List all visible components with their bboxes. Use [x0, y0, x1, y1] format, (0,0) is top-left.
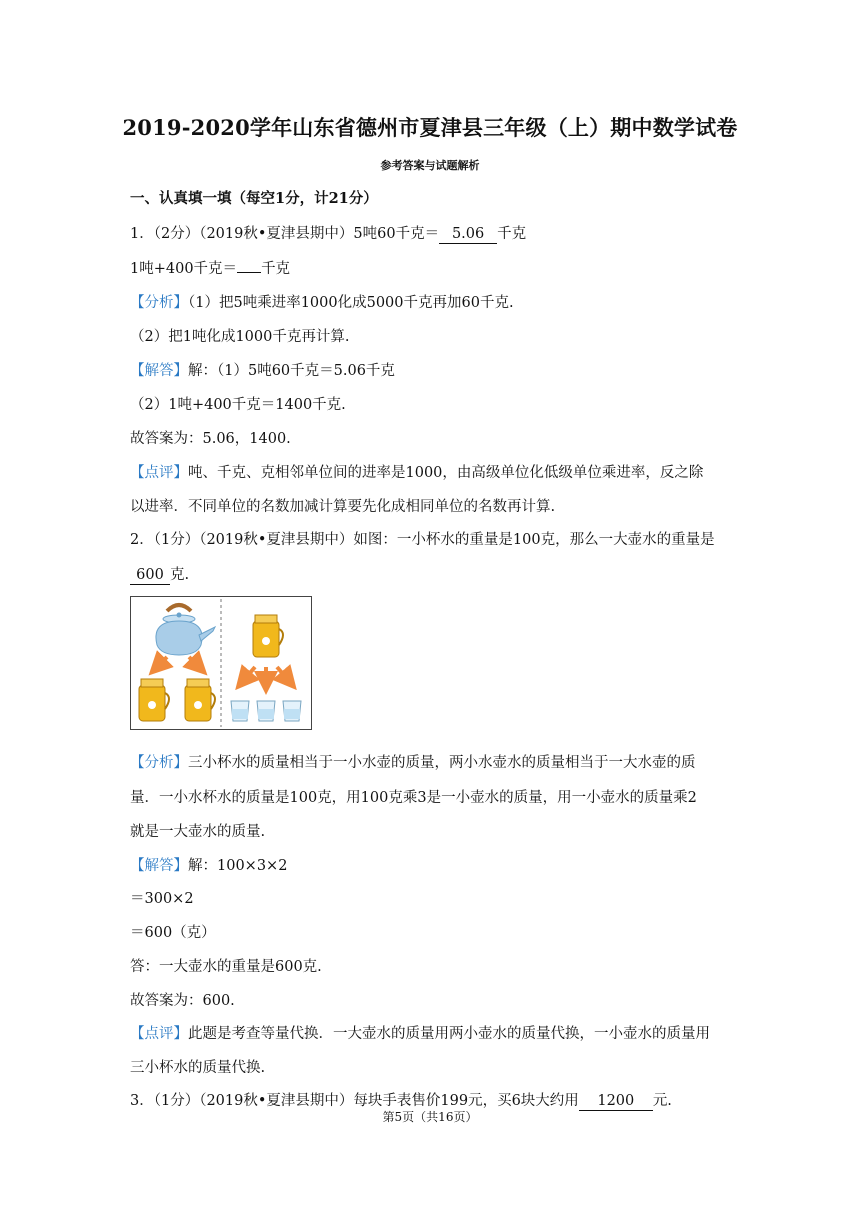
q1-stem: [130, 224, 526, 244]
q2-solution-3: ＝600（克）: [130, 925, 216, 941]
q1-comment-text: 吨、千克、克相邻单位间的进率是1000，由高级单位化低级单位乘进率，反之除: [188, 465, 704, 481]
q1-solution: [130, 361, 395, 381]
solution-tag: 【解答】: [130, 858, 188, 874]
comment-tag: 【点评】: [130, 1026, 188, 1042]
q2-stem-2: [130, 565, 189, 585]
q1-stem-2: [130, 259, 290, 279]
cup-icon-2: [257, 701, 275, 721]
comment-tag: 【点评】: [130, 465, 188, 481]
small-pitcher-icon-2: [185, 679, 215, 721]
arrow-right-2: [277, 667, 289, 681]
kettle-pitcher-cup-figure: [130, 596, 312, 730]
small-pitcher-icon-3: [253, 615, 283, 657]
q1-comment: [130, 463, 703, 483]
cup-icon-3: [283, 701, 301, 721]
q1-answer: 故答案为：5.06，1400.: [130, 431, 291, 447]
q2-comment-text: 此题是考查等量代换．一大壶水的质量用两小壶水的质量代换，一小壶水的质量用: [188, 1026, 710, 1042]
q3-answer-blank: 1200: [579, 1092, 653, 1111]
q2-solution: [130, 856, 287, 876]
q1-analysis: [130, 293, 514, 313]
q2-analysis-3: 就是一大壶水的质量.: [130, 824, 266, 840]
q1-unit-1: 千克: [497, 226, 527, 242]
q1-stem-text-2: 1吨+400千克＝: [130, 261, 238, 277]
small-pitcher-icon-1: [139, 679, 169, 721]
q1-comment-2: 以进率．不同单位的名数加减计算要先化成相同单位的名数再计算.: [130, 499, 556, 515]
q1-answer-blank-1: 5.06: [439, 225, 497, 244]
q3-stem-text: 3．（1分）（2019秋•夏津县期中）每块手表售价199元，买6块大约用: [130, 1093, 579, 1109]
q2-analysis-2: 量．一小水杯水的质量是100克，用100克乘3是一小壶水的质量，用一小壶水的质量乘2: [130, 790, 697, 806]
q1-analysis-text: （1）把5吨乘进率1000化成5000千克再加60千克.: [188, 295, 514, 311]
q2-unit: 克.: [170, 567, 190, 583]
arrow-right: [189, 657, 199, 667]
page-footer: 第5页（共16页）: [382, 1110, 478, 1124]
analysis-tag: 【分析】: [130, 295, 188, 311]
q1-unit-2: 千克: [261, 261, 291, 277]
page-subtitle: 参考答案与试题解析: [380, 159, 480, 172]
q2-answer-blank: 600: [130, 566, 170, 585]
q2-comment-2: 三小杯水的质量代换.: [130, 1060, 266, 1076]
q2-analysis: [130, 753, 696, 773]
q1-solution-2: （2）1吨+400千克＝1400千克.: [130, 397, 346, 413]
q1-answer-blank-2: [237, 272, 261, 273]
q2-answer: 故答案为：600.: [130, 993, 235, 1009]
q2-solution-2: ＝300×2: [130, 891, 194, 907]
q1-analysis-2: （2）把1吨化成1000千克再计算.: [130, 329, 350, 345]
q3-unit: 元.: [652, 1093, 672, 1109]
q2-solution-4: 答：一大壶水的重量是600克.: [130, 959, 322, 975]
q2-solution-text: 解：100×3×2: [188, 858, 288, 874]
q2-analysis-text: 三小杯水的质量相当于一小水壶的质量，两小水壶水的质量相当于一大水壶的质: [188, 755, 696, 771]
page-title: 2019-2020学年山东省德州市夏津县三年级（上）期中数学试卷: [122, 115, 738, 140]
cup-icon-1: [231, 701, 249, 721]
section-heading: 一、认真填一填（每空1分，计21分）: [130, 190, 378, 207]
q2-comment: [130, 1024, 710, 1044]
arrow-left-2: [243, 667, 255, 681]
q1-stem-text: 1．（2分）（2019秋•夏津县期中）5吨60千克＝: [130, 226, 440, 242]
solution-tag: 【解答】: [130, 363, 188, 379]
q1-solution-text: 解：（1）5吨60千克＝5.06千克: [188, 363, 395, 379]
big-kettle-icon: [156, 605, 215, 655]
figure-illustration: [131, 597, 311, 729]
q2-stem: 2．（1分）（2019秋•夏津县期中）如图：一小杯水的重量是100克，那么一大壶水的重量是: [130, 532, 715, 548]
arrow-left: [157, 657, 167, 667]
analysis-tag: 【分析】: [130, 755, 188, 771]
